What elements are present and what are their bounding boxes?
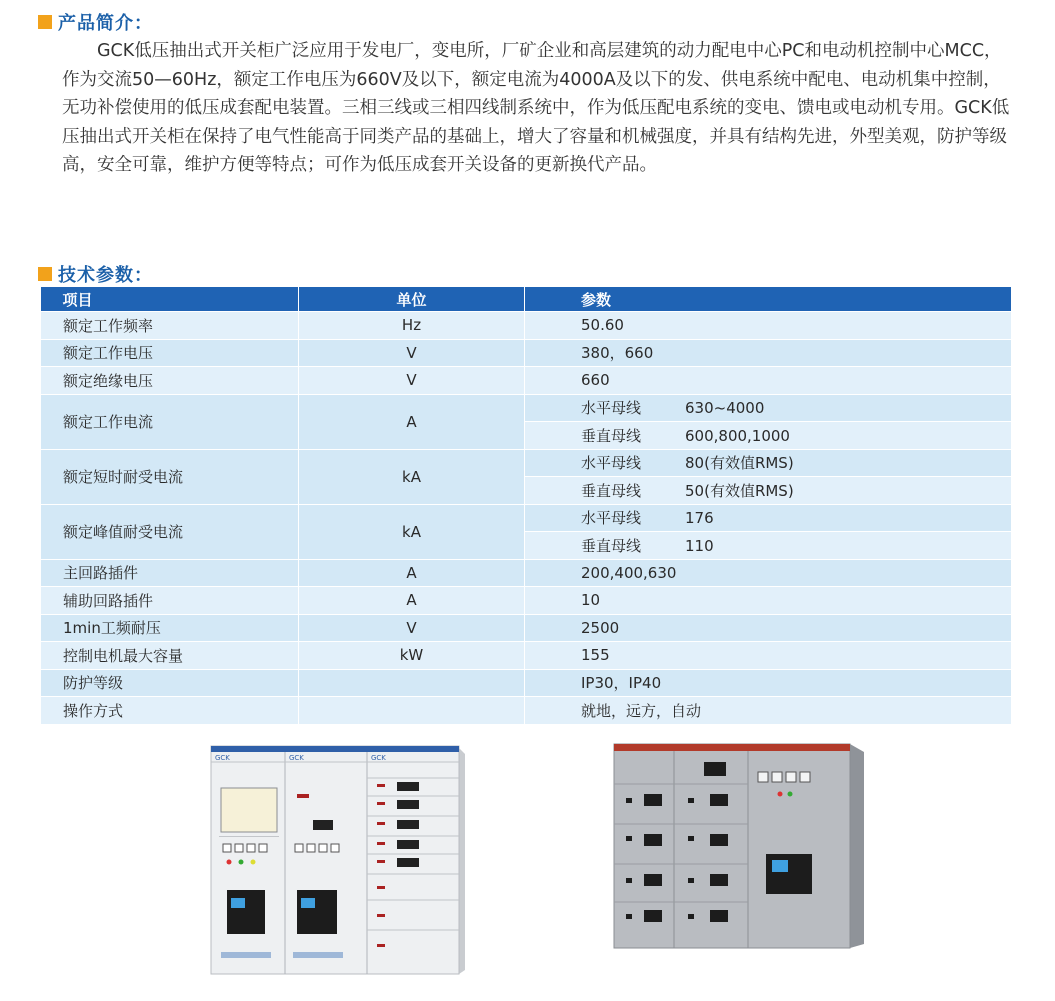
spec-item: 额定峰值耐受电流 bbox=[41, 504, 299, 559]
spec-unit bbox=[299, 697, 525, 725]
spec-value: 2500 bbox=[525, 614, 1012, 642]
spec-sub-value: 110 bbox=[685, 536, 714, 555]
spec-item: 1min工频耐压 bbox=[41, 614, 299, 642]
spec-value bbox=[525, 504, 1012, 532]
table-row bbox=[41, 559, 1012, 587]
table-row bbox=[41, 367, 1012, 395]
spec-unit: A bbox=[299, 559, 525, 587]
spec-value: IP30，IP40 bbox=[525, 669, 1012, 697]
spec-sub-label: 水平母线 bbox=[581, 399, 642, 418]
orange-square-icon bbox=[38, 267, 52, 281]
spec-value: 就地，远方，自动 bbox=[525, 697, 1012, 725]
table-row bbox=[41, 614, 1012, 642]
spec-body bbox=[41, 312, 1012, 725]
spec-sub-label: 垂直母线 bbox=[581, 426, 642, 445]
cabinet-label-2: GCK bbox=[289, 754, 304, 762]
spec-sub-value: 176 bbox=[685, 509, 714, 528]
col-header-item: 项目 bbox=[41, 287, 299, 312]
spec-sub-label: 水平母线 bbox=[581, 509, 642, 528]
spec-value: 50.60 bbox=[525, 312, 1012, 340]
table-row bbox=[41, 697, 1012, 725]
spec-item: 主回路插件 bbox=[41, 559, 299, 587]
spec-table bbox=[40, 287, 1012, 725]
spec-sub-value: 50(有效值RMS) bbox=[685, 481, 794, 500]
spec-unit bbox=[299, 669, 525, 697]
cabinet-label-1: GCK bbox=[215, 754, 230, 762]
spec-value bbox=[525, 422, 1012, 450]
spec-item: 额定工作频率 bbox=[41, 312, 299, 340]
table-row bbox=[41, 642, 1012, 670]
col-header-unit: 单位 bbox=[299, 287, 525, 312]
spec-unit: kA bbox=[299, 504, 525, 559]
spec-unit: A bbox=[299, 587, 525, 615]
spec-value: 155 bbox=[525, 642, 1012, 670]
spec-item: 控制电机最大容量 bbox=[41, 642, 299, 670]
spec-value bbox=[525, 449, 1012, 477]
spec-item: 额定工作电流 bbox=[41, 394, 299, 449]
spec-unit: V bbox=[299, 367, 525, 395]
spec-value: 200,400,630 bbox=[525, 559, 1012, 587]
spec-sub-value: 80(有效值RMS) bbox=[685, 454, 794, 473]
table-row bbox=[41, 504, 1012, 532]
spec-value bbox=[525, 532, 1012, 560]
spec-value: 380，660 bbox=[525, 339, 1012, 367]
intro-heading: 产品简介： bbox=[38, 9, 153, 35]
spec-item: 额定绝缘电压 bbox=[41, 367, 299, 395]
spec-item: 操作方式 bbox=[41, 697, 299, 725]
spec-item: 额定短时耐受电流 bbox=[41, 449, 299, 504]
spec-unit: Hz bbox=[299, 312, 525, 340]
table-row bbox=[41, 669, 1012, 697]
spec-item: 额定工作电压 bbox=[41, 339, 299, 367]
spec-value bbox=[525, 477, 1012, 505]
table-row bbox=[41, 394, 1012, 422]
spec-sub-label: 垂直母线 bbox=[581, 536, 642, 555]
spec-unit: kA bbox=[299, 449, 525, 504]
cabinet-label-3: GCK bbox=[371, 754, 386, 762]
spec-item: 辅助回路插件 bbox=[41, 587, 299, 615]
spec-unit: A bbox=[299, 394, 525, 449]
col-header-value: 参数 bbox=[525, 287, 1012, 312]
spec-value: 660 bbox=[525, 367, 1012, 395]
spec-sub-value: 630~4000 bbox=[685, 399, 765, 418]
spec-unit: V bbox=[299, 614, 525, 642]
table-row bbox=[41, 449, 1012, 477]
spec-value bbox=[525, 394, 1012, 422]
table-row bbox=[41, 339, 1012, 367]
spec-header-row bbox=[41, 287, 1012, 312]
spec-item: 防护等级 bbox=[41, 669, 299, 697]
table-row bbox=[41, 312, 1012, 340]
spec-sub-value: 600,800,1000 bbox=[685, 426, 790, 445]
cabinet-photo-right bbox=[612, 738, 864, 950]
table-row bbox=[41, 587, 1012, 615]
spec-sub-label: 水平母线 bbox=[581, 454, 642, 473]
specs-heading: 技术参数： bbox=[38, 261, 153, 287]
spec-unit: V bbox=[299, 339, 525, 367]
spec-unit: kW bbox=[299, 642, 525, 670]
spec-value: 10 bbox=[525, 587, 1012, 615]
intro-paragraph: GCK低压抽出式开关柜广泛应用于发电厂，变电所，厂矿企业和高层建筑的动力配电中心PC和电动机控制中心MCC，作为交流50—60Hz，额定工作电压为660V及以下，额定电流为4000A及以下的发、供电系统中配电、电动机集中控制，无功补偿使用的低压成套配电装置。三相三线或三相四线制系统中，作为低压配电系统的变电、馈电或电动机专用。GCK低压抽出式开关柜在保持了电气性能高于同类产品的基础上，增大了容量和机械强度，并具有结构先进，外型美观，防护等级高，安全可靠，维护方便等特点；可作为低压成套开关设备的更新换代产品。 bbox=[62, 41, 1010, 175]
spec-sub-label: 垂直母线 bbox=[581, 481, 642, 500]
orange-square-icon bbox=[38, 15, 52, 29]
cabinet-photo-left bbox=[207, 740, 465, 976]
